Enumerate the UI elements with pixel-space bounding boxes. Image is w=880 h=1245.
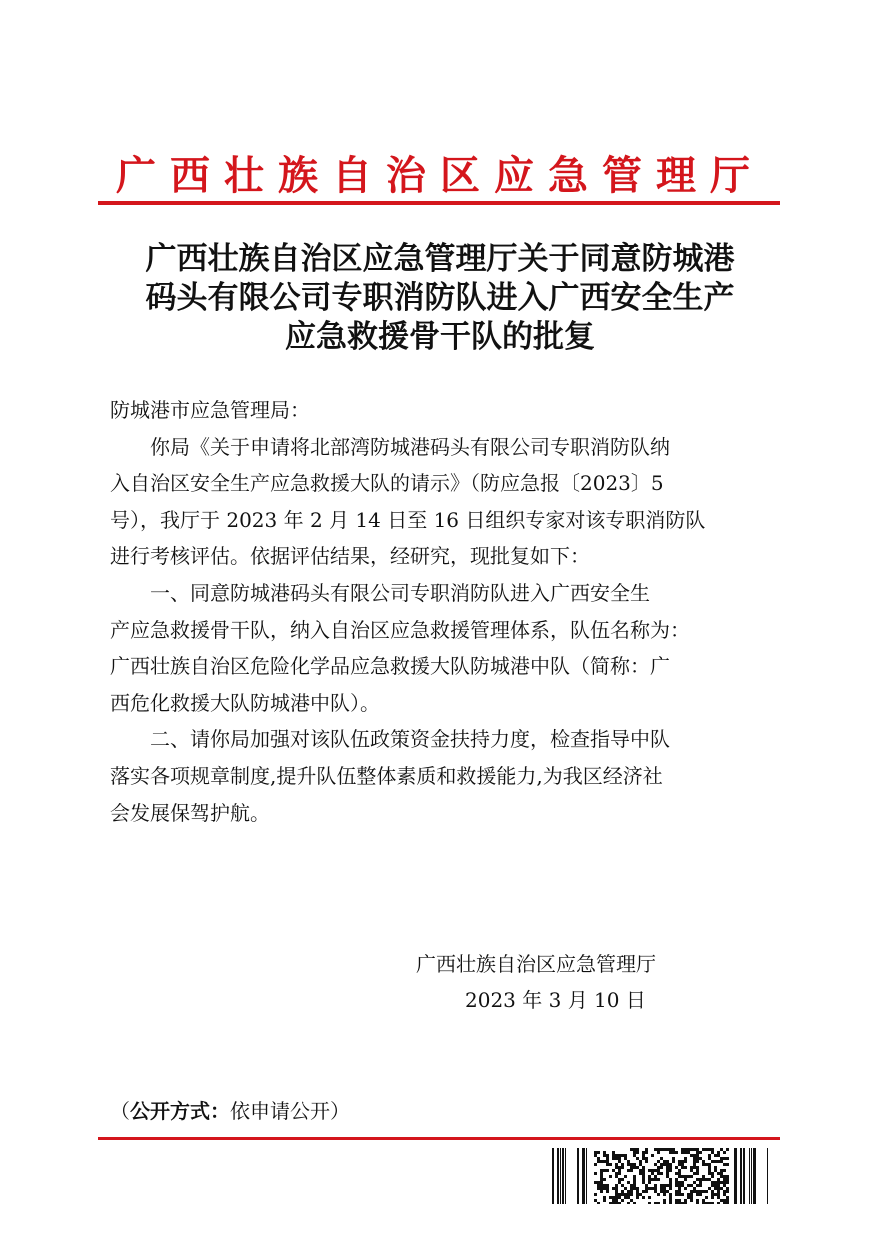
body-line: 进行考核评估。依据评估结果，经研究，现批复如下： [110,544,590,569]
paragraph-approval-item-2 [110,721,770,831]
disclosure-method [110,1096,350,1126]
signature-org: 广西壮族自治区应急管理厅 [416,952,656,976]
document-title [100,240,780,357]
disclosure-open-paren: （ [110,1099,130,1123]
title-line: 广西壮族自治区应急管理厅关于同意防城港 [145,241,735,277]
body-line: 广西壮族自治区危险化学品应急救援大队防城港中队（简称：广 [110,654,670,679]
header-red-rule [98,201,780,205]
disclosure-value: 依申请公开 [230,1099,330,1123]
signature-block [380,946,780,1018]
body-line: 入自治区安全生产应急救援大队的请示》（防应急报〔2023〕5 [110,471,664,496]
issuing-authority-header: 广西壮族自治区应急管理厅 [116,153,764,199]
body-line: 一、同意防城港码头有限公司专职消防队进入广西安全生 [150,580,650,605]
salutation: 防城港市应急管理局： [110,398,310,422]
body-line: 你局《关于申请将北部湾防城港码头有限公司专职消防队纳 [150,434,670,459]
disclosure-label: 公开方式： [130,1099,230,1123]
barcode-image [552,1148,768,1204]
body-line: 落实各项规章制度,提升队伍整体素质和救援能力,为我区经济社 [110,763,663,788]
footer-red-rule [98,1137,780,1140]
paragraph-approval-item-1 [110,575,770,721]
title-line: 应急救援骨干队的批复 [285,319,595,355]
disclosure-close-paren: ） [330,1099,350,1123]
signature-date: 2023 年 3 月 10 日 [465,988,646,1012]
paragraph-request [110,429,770,575]
body-line: 西危化救援大队防城港中队）。 [110,690,380,715]
body-line: 产应急救援骨干队，纳入自治区应急救援管理体系，队伍名称为： [110,617,690,642]
body-line: 号），我厅于 2023 年 2 月 14 日至 16 日组织专家对该专职消防队 [110,507,706,532]
title-line: 码头有限公司专职消防队进入广西安全生产 [145,280,735,316]
document-body [110,392,770,831]
body-line: 会发展保驾护航。 [110,800,270,825]
body-line: 二、请你局加强对该队伍政策资金扶持力度，检查指导中队 [150,727,670,752]
